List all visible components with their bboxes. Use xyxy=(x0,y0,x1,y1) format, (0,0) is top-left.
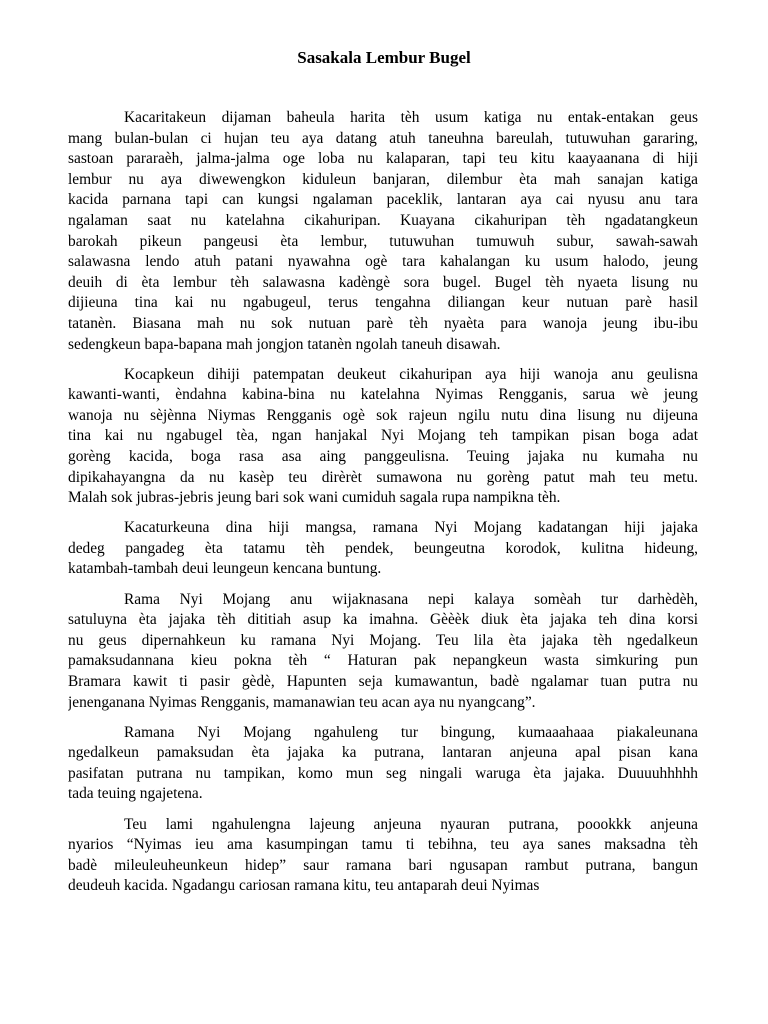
paragraph-line: sedengkeun bapa-bapana mah jongjon tatanèn ngolah taneuh disawah. xyxy=(68,335,501,353)
paragraph-line: mang bulan-bulan ci hujan teu aya datang atuh taneuhna bareulah, tutuwuhan gararing, xyxy=(68,129,698,147)
paragraph xyxy=(68,365,698,509)
paragraph-line: deuih di èta lembur tèh salawasna kadèngè sora bugel. Bugel tèh nyaeta lisung nu xyxy=(68,273,698,291)
paragraph xyxy=(68,590,698,714)
paragraph-line: dijieuna tina kai nu ngabugeul, terus tengahna diliangan keur nutuan parè hasil xyxy=(68,294,698,312)
paragraph-line: kawanti-wanti, èndahna kabina-bina nu katelahna Nyimas Rengganis, sarua wè jeung xyxy=(68,386,698,404)
paragraph-line: wanoja nu sèjènna Niymas Rengganis ogè sok rajeun ngilu nutu dina lisung nu dijeuna xyxy=(68,406,698,424)
paragraph-line: ngalaman saat nu katelahna cikahuripan. Kuayana cikahuripan tèh ngadatangkeun xyxy=(68,211,698,229)
paragraph-line: Malah sok jubras-jebris jeung bari sok wani cumiduh sagala rupa nampikna tèh. xyxy=(68,489,561,507)
paragraph-line: Kacaturkeuna dina hiji mangsa, ramana Nyi Mojang kadatangan hiji jajaka xyxy=(124,519,698,537)
paragraph-line: barokah pikeun pangeusi èta lembur, tutuwuhan tumuwuh subur, sawah-sawah xyxy=(68,232,698,250)
paragraph-line: deudeuh kacida. Ngadangu cariosan ramana kitu, teu antaparah deui Nyimas xyxy=(68,877,540,895)
paragraph xyxy=(68,815,698,897)
paragraph xyxy=(68,518,698,580)
paragraph-line: salawasna lendo atuh patani nyawahna ogè tara kahalangan ku usum halodo, jeung xyxy=(68,253,698,271)
paragraph-line: Rama Nyi Mojang anu wijaknasana nepi kalaya somèah tur darhèdèh, xyxy=(124,590,698,608)
paragraph-line: pasifatan putrana nu tampikan, komo mun seg ningali waruga èta jajaka. Duuuuhhhhh xyxy=(68,764,698,782)
paragraph-line: tatanèn. Biasana mah nu sok nutuan parè tèh nyaèta para wanoja jeung ibu-ibu xyxy=(68,314,698,332)
paragraph-line: pamaksudannana kieu pokna tèh “ Haturan pak nepangkeun wasta simkuring pun xyxy=(68,652,698,670)
paragraph-line: katambah-tambah deui leungeun kencana buntung. xyxy=(68,560,382,578)
paragraph-line: Ramana Nyi Mojang ngahuleng tur bingung, kumaaahaaa piakaleunana xyxy=(124,723,698,741)
paragraph-line: dedeg pangadeg èta tatamu tèh pendek, beungeutna korodok, kulitna hideung, xyxy=(68,539,698,557)
paragraph-line: jenenganana Nyimas Rengganis, mamanawian teu acan aya nu nyangcang”. xyxy=(68,693,536,711)
paragraph-line: sastoan pararaèh, jalma-jalma oge loba nu kalaparan, tapi teu kitu kaayaanana di hiji xyxy=(68,150,698,168)
paragraph-line: gorèng kacida, boga rasa asa aing panggeulisna. Teuing jajaka nu kumaha nu xyxy=(68,448,698,465)
paragraph xyxy=(68,108,698,355)
paragraph-line: Bramara kawit ti pasir gèdè, Hapunten seja kumawantun, badè ngalamar tuan putra nu xyxy=(68,672,698,690)
paragraph-line: kacida parnana tapi can kungsi ngalaman paceklik, lantaran aya cai nyusu anu tara xyxy=(68,191,698,209)
paragraph-line: badè mileuleuheunkeun hidep” saur ramana bari ngusapan rambut putrana, bangun xyxy=(68,856,698,874)
paragraph-line: nyarios “Nyimas ieu ama kasumpingan tamu ti tebihna, teu aya sanes maksadna tèh xyxy=(68,836,698,854)
paragraph-line: dipikahayangna da nu kasèp teu dirèrèt sumawona nu gorèng patut mah teu metu. xyxy=(68,468,698,486)
page-title: Sasakala Lembur Bugel xyxy=(297,48,471,67)
paragraph-line: tina kai nu ngabugel tèa, ngan hanjakal Nyi Mojang teh tampikan pisan boga adat xyxy=(68,427,698,445)
paragraph-line: lembur nu aya diwewengkon kiduleun banjaran, dilembur èta mah sanajan katiga xyxy=(68,170,698,188)
paragraph-line: nu geus dipernahkeun ku ramana Nyi Mojang. Teu lila èta jajaka tèh ngedalkeun xyxy=(68,631,698,649)
paragraph-line: satuluyna èta jajaka tèh dititiah asup ka imahna. Gèèèk diuk èta jajaka teh dina korsi xyxy=(68,611,698,629)
paragraph-line: ngedalkeun pamaksudan èta jajaka ka putrana, lantaran anjeuna apal pisan kana xyxy=(68,744,698,762)
paragraph-line: Kacaritakeun dijaman baheula harita tèh usum katiga nu entak-entakan geus xyxy=(124,109,698,126)
paragraph-line: Teu lami ngahulengna lajeung anjeuna nyauran putrana, poookkk anjeuna xyxy=(124,815,698,833)
paragraph-line: Kocapkeun dihiji patempatan deukeut cikahuripan aya hiji wanoja anu geulisna xyxy=(124,365,698,383)
paragraph xyxy=(68,723,698,805)
document-body xyxy=(68,108,698,906)
paragraph-line: tada teuing ngajetena. xyxy=(68,785,203,803)
